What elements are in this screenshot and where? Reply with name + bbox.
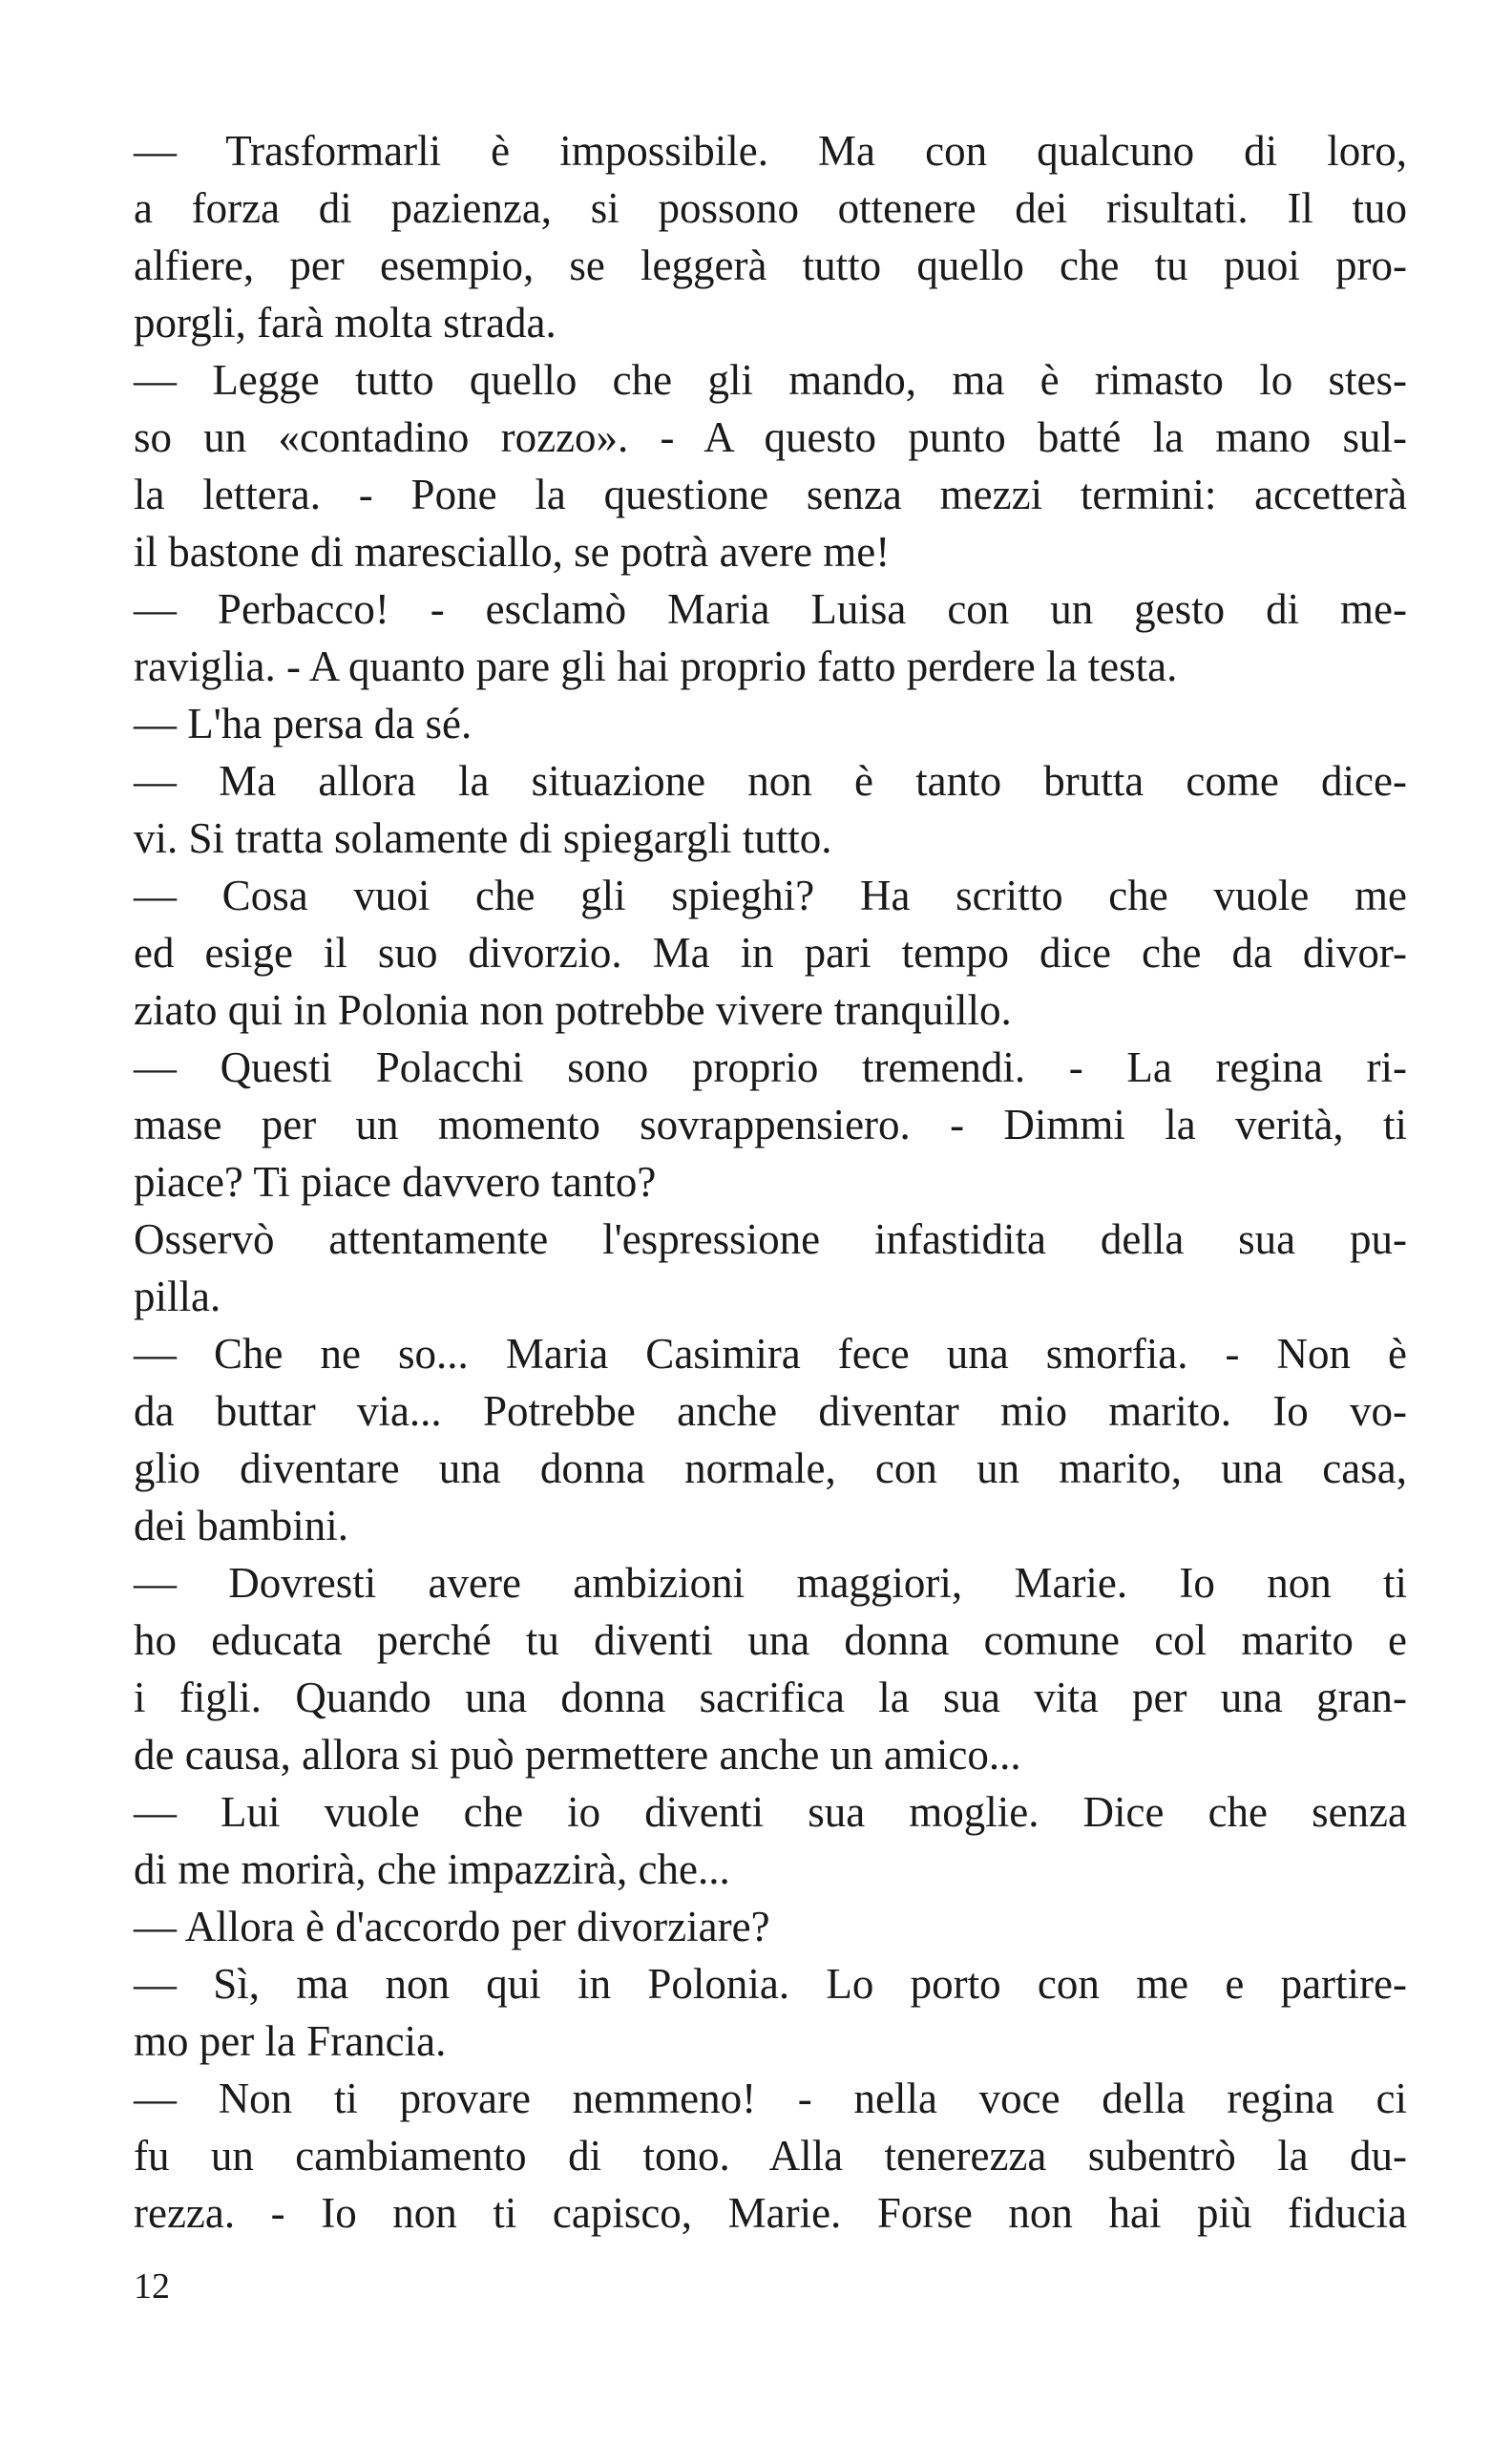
text-line: — Allora è d'accordo per divorziare?	[134, 1903, 770, 1950]
text-line: fu un cambiamento di tono. Alla tenerezza subentrò la du-	[134, 2132, 1407, 2180]
text-line: di me morirà, che impazzirà, che...	[134, 1845, 730, 1893]
text-line: — Questi Polacchi sono proprio tremendi. - La regina ri-	[134, 1043, 1407, 1091]
text-line: — Trasformarli è impossibile. Ma con qualcuno di loro,	[134, 127, 1407, 175]
text-line: da buttar via... Potrebbe anche diventar mio marito. Io vo-	[134, 1387, 1407, 1435]
text-line: i figli. Quando una donna sacrifica la sua vita per una gran-	[134, 1674, 1407, 1721]
body-text	[134, 122, 1407, 2242]
text-line: — L'ha persa da sé.	[134, 700, 472, 748]
text-line: vi. Si tratta solamente di spiegargli tutto.	[134, 814, 832, 862]
text-line: — Legge tutto quello che gli mando, ma è rimasto lo stes-	[134, 356, 1407, 404]
text-line: mase per un momento sovrappensiero. - Dimmi la verità, ti	[134, 1101, 1407, 1148]
text-line: il bastone di maresciallo, se potrà avere me!	[134, 528, 891, 576]
text-line: — Cosa vuoi che gli spieghi? Ha scritto che vuole me	[134, 872, 1407, 919]
text-line: rezza. - Io non ti capisco, Marie. Forse non hai più fiducia	[134, 2189, 1407, 2237]
text-line: raviglia. - A quanto pare gli hai proprio fatto perdere la testa.	[134, 643, 1178, 690]
text-line: la lettera. - Pone la questione senza mezzi termini: accetterà	[134, 471, 1407, 518]
text-line: — Sì, ma non qui in Polonia. Lo porto con me e partire-	[134, 1960, 1407, 2008]
text-line: — Non ti provare nemmeno! - nella voce della regina ci	[134, 2075, 1407, 2122]
page-number: 12	[134, 2266, 170, 2307]
text-line: — Ma allora la situazione non è tanto brutta come dice-	[134, 757, 1407, 805]
text-line: alfiere, per esempio, se leggerà tutto quello che tu puoi pro-	[134, 242, 1407, 289]
text-line: ho educata perché tu diventi una donna comune col marito e	[134, 1616, 1407, 1664]
text-line: — Perbacco! - esclamò Maria Luisa con un gesto di me-	[134, 585, 1407, 633]
text-line: — Lui vuole che io diventi sua moglie. Dice che senza	[134, 1788, 1407, 1836]
text-line: a forza di pazienza, si possono ottenere dei risultati. Il tuo	[134, 184, 1407, 232]
text-line: pilla.	[134, 1273, 221, 1320]
text-line: ed esige il suo divorzio. Ma in pari tempo dice che da divor-	[134, 929, 1407, 977]
text-line: Osservò attentamente l'espressione infastidita della sua pu-	[134, 1215, 1407, 1263]
text-line: — Che ne so... Maria Casimira fece una smorfia. - Non è	[134, 1330, 1407, 1378]
text-line: glio diventare una donna normale, con un marito, una casa,	[134, 1444, 1407, 1492]
text-line: ziato qui in Polonia non potrebbe vivere tranquillo.	[134, 986, 1012, 1034]
text-line: mo per la Francia.	[134, 2017, 447, 2065]
text-line: dei bambini.	[134, 1502, 348, 1549]
text-line: piace? Ti piace davvero tanto?	[134, 1158, 657, 1206]
text-line: — Dovresti avere ambizioni maggiori, Marie. Io non ti	[134, 1559, 1407, 1607]
text-line: porgli, farà molta strada.	[134, 299, 556, 347]
text-line: so un «contadino rozzo». - A questo punto batté la mano sul-	[134, 413, 1407, 461]
text-line: de causa, allora si può permettere anche un amico...	[134, 1731, 1021, 1779]
